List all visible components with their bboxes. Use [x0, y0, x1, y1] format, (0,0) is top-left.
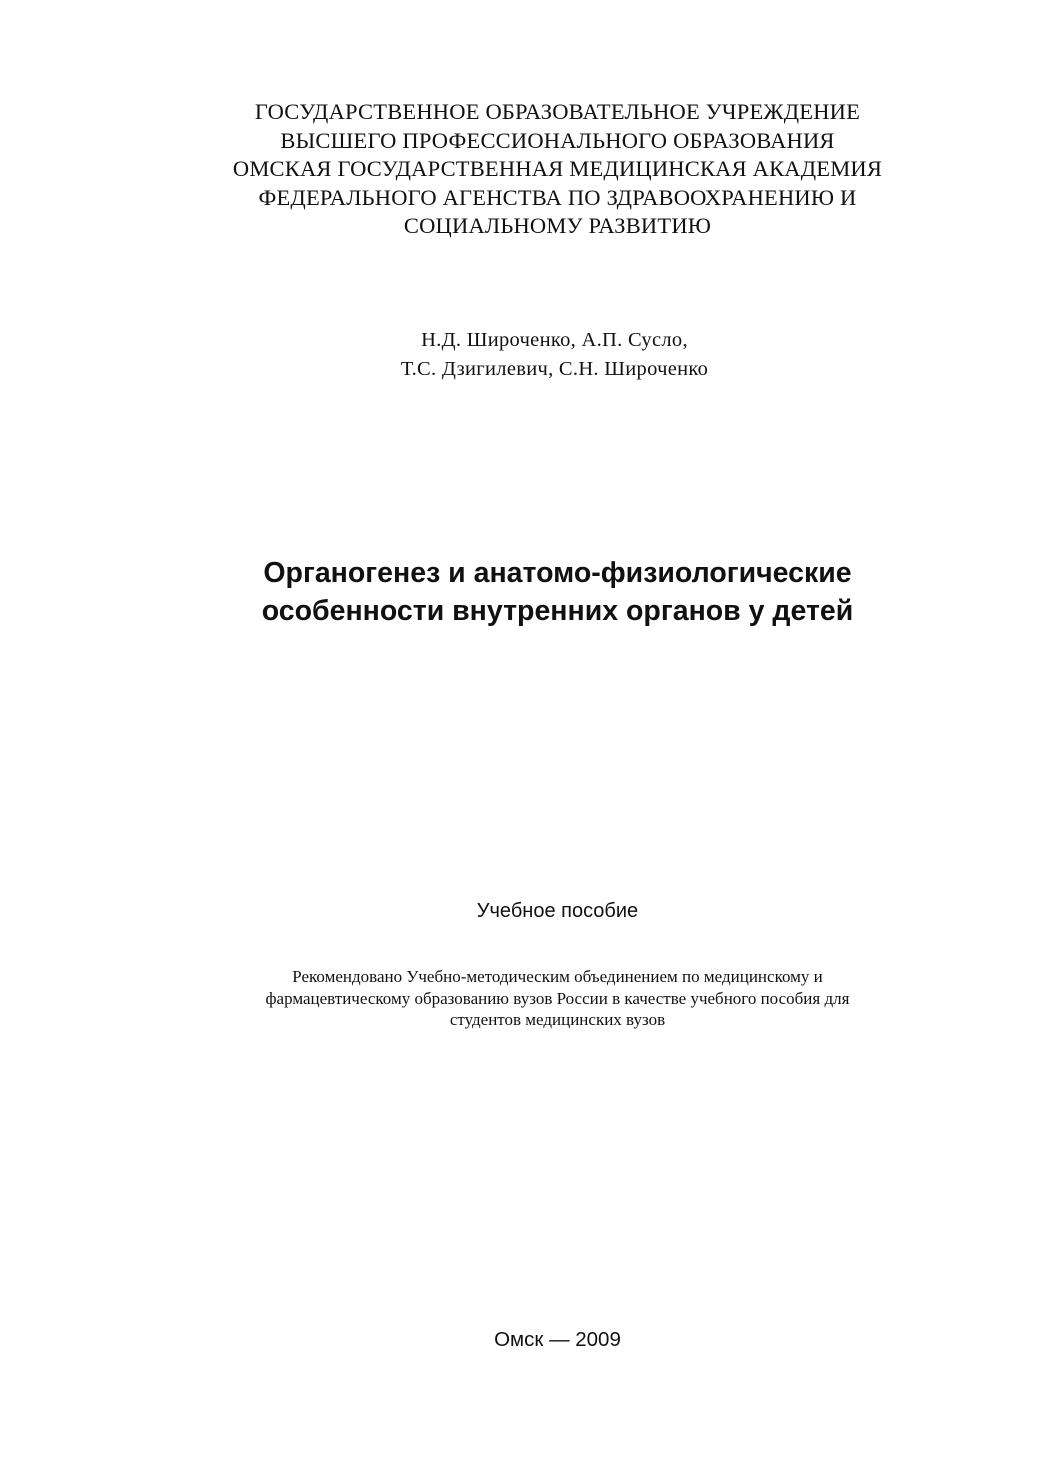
book-title: [38, 554, 1039, 630]
authors: [35, 326, 1039, 383]
recommendation-statement: [38, 966, 1039, 1031]
recommendation-line: студентов медицинских вузов: [449, 1010, 666, 1029]
recommendation-line: Рекомендовано Учебно-методическим объединением по медицинскому и: [292, 967, 823, 986]
authors-line: Т.С. Дзигилевич, С.Н. Широченко: [400, 357, 709, 380]
book-title-line: особенности внутренних органов у детей: [261, 595, 854, 627]
institution-line: СОЦИАЛЬНОМУ РАЗВИТИЮ: [403, 213, 712, 238]
institution-header: [38, 98, 1039, 241]
book-title-line: Органогенез и анатомо-физиологические: [263, 557, 852, 589]
institution-line: ГОСУДАРСТВЕННОЕ ОБРАЗОВАТЕЛЬНОЕ УЧРЕЖДЕНИЕ: [254, 99, 861, 124]
institution-line: ОМСКАЯ ГОСУДАРСТВЕННАЯ МЕДИЦИНСКАЯ АКАДЕМИЯ: [232, 156, 883, 181]
document-type: Учебное пособие: [476, 900, 639, 922]
institution-line: ВЫСШЕГО ПРОФЕССИОНАЛЬНОГО ОБРАЗОВАНИЯ: [280, 127, 835, 153]
institution-line: ФЕДЕРАЛЬНОГО АГЕНСТВА ПО ЗДРАВООХРАНЕНИЮ И: [258, 184, 857, 210]
authors-line: Н.Д. Широченко, А.П. Сусло,: [421, 329, 688, 351]
imprint-city-year: Омск — 2009: [494, 1328, 621, 1351]
recommendation-line: фармацевтическому образованию вузов России в качестве учебного пособия для: [265, 988, 850, 1008]
